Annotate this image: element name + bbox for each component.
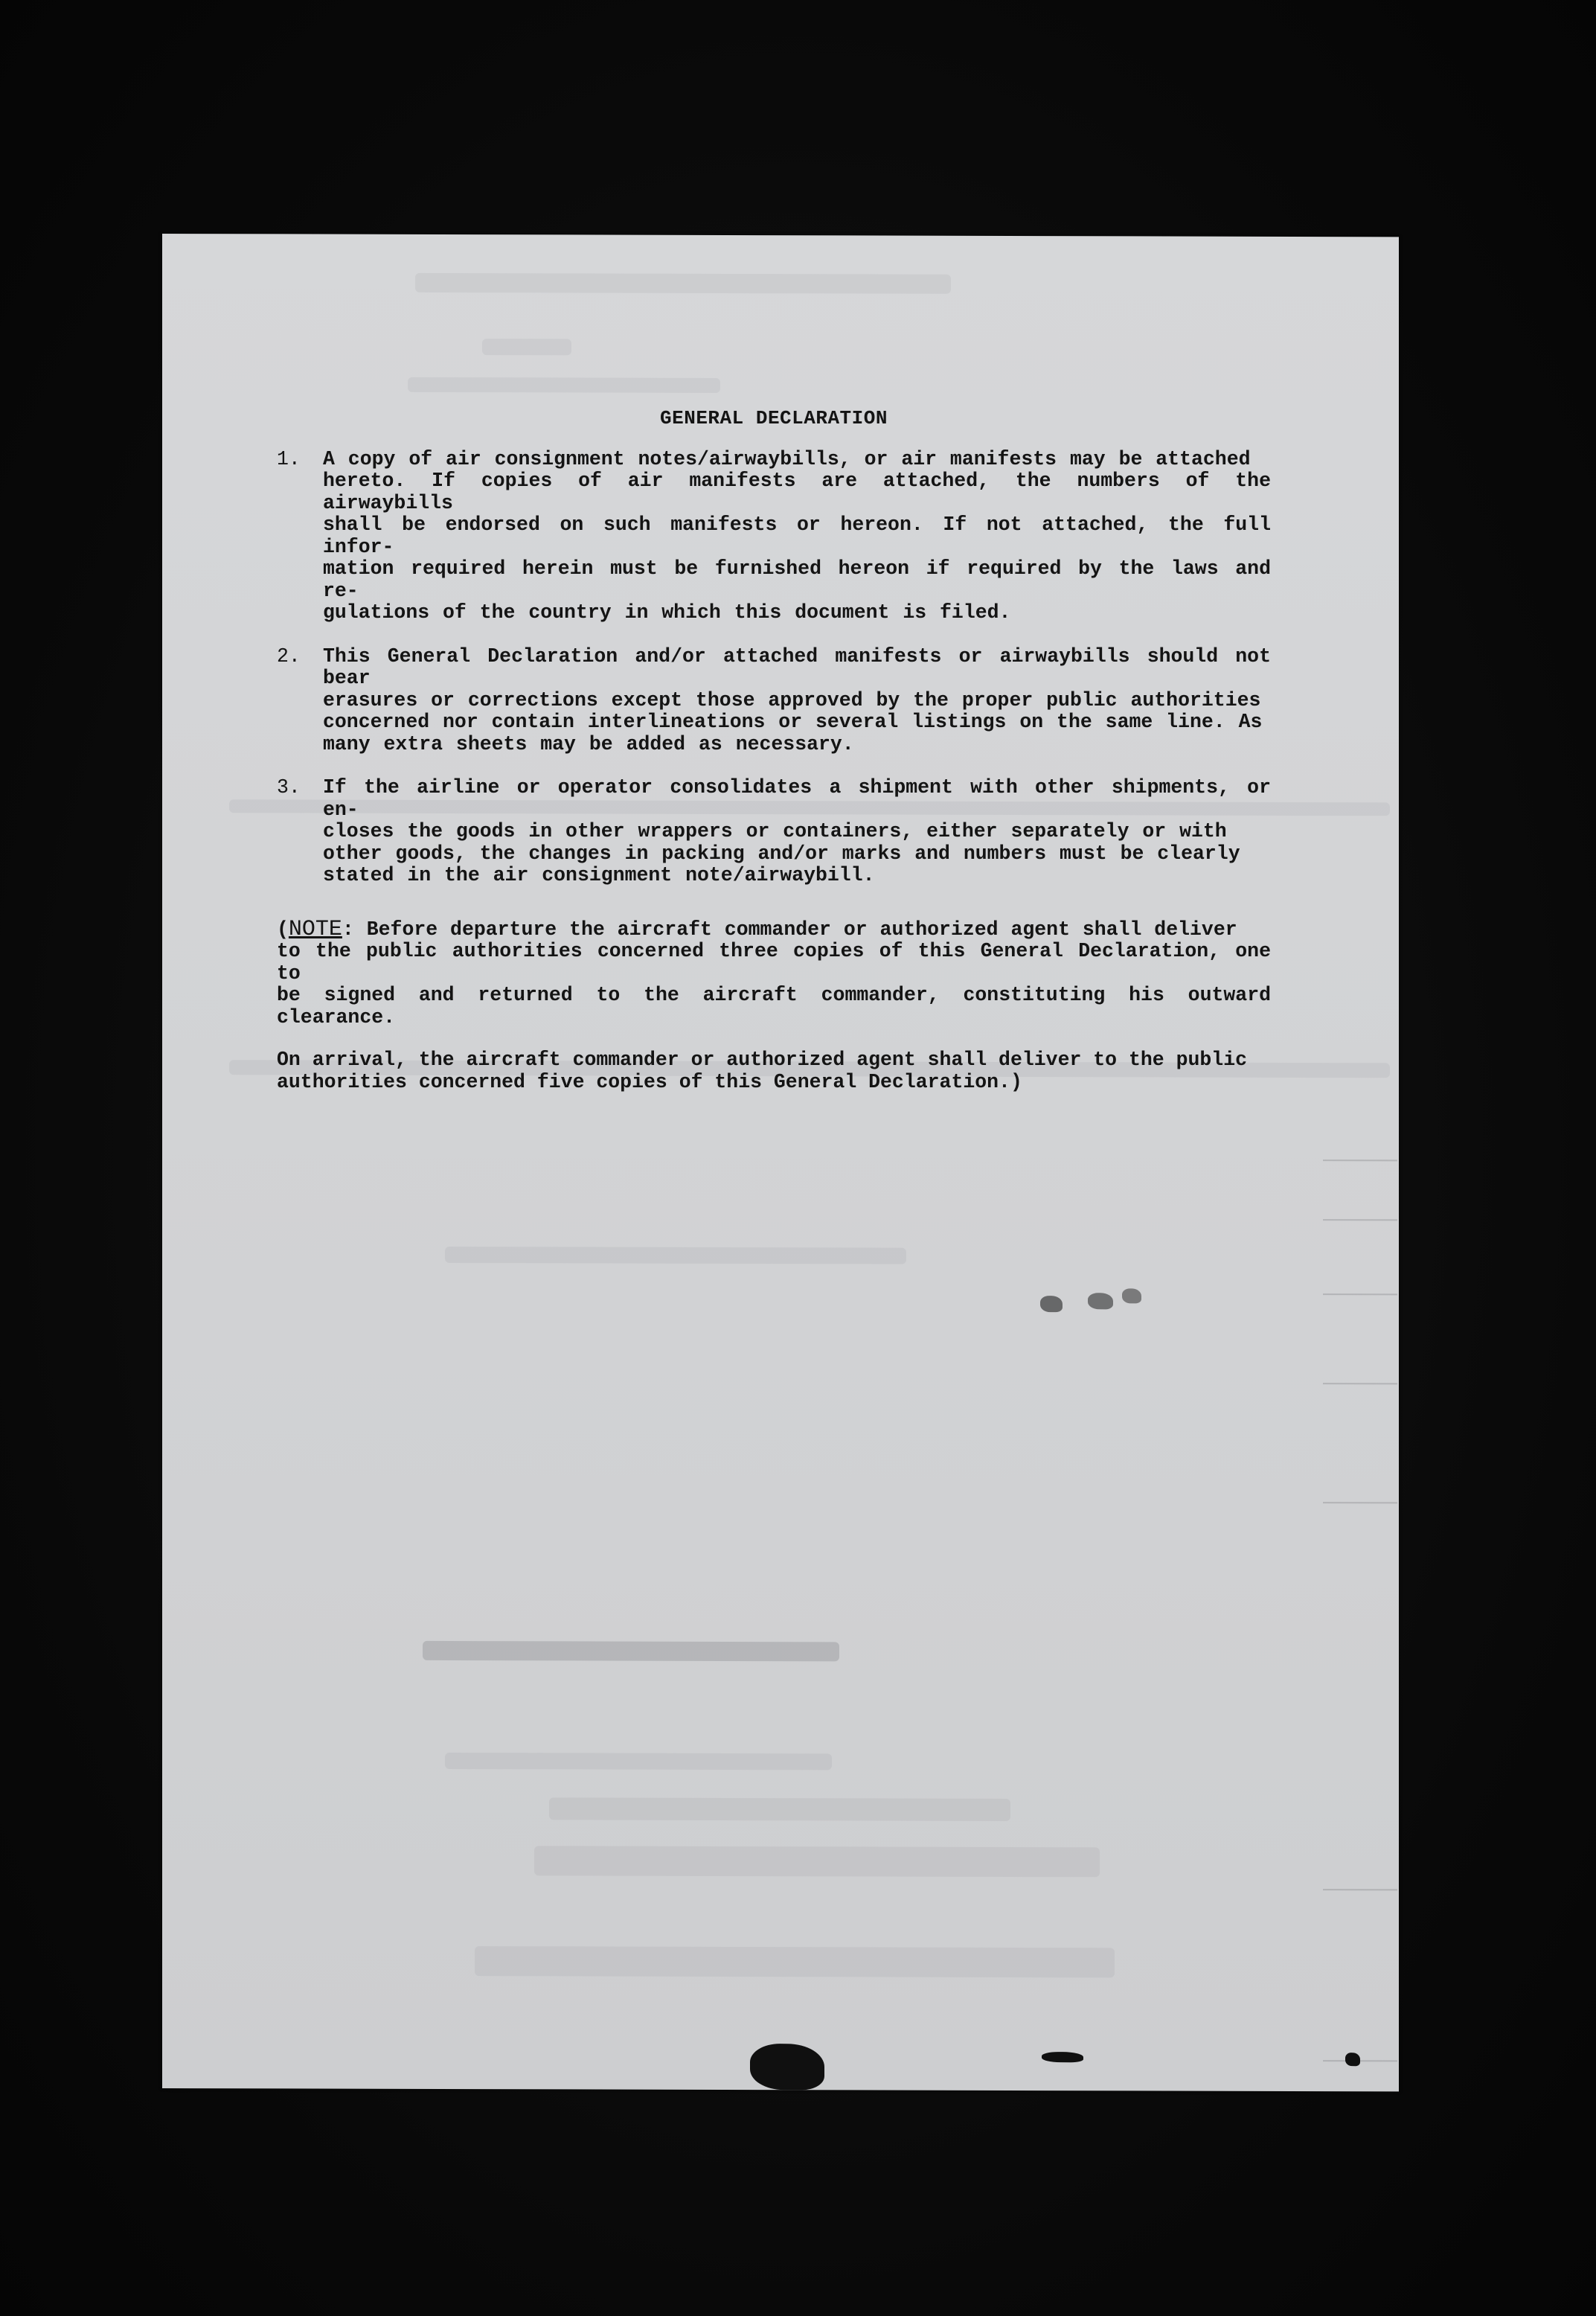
text-line: authorities concerned five copies of this General Declaration.) [277, 1070, 1022, 1093]
ink-smudge [1345, 2053, 1360, 2066]
form-line [1323, 2060, 1397, 2061]
note-label: NOTE [288, 916, 342, 942]
text-line: shall be endorsed on such manifests or hereon. If not attached, the full infor- [323, 514, 1271, 558]
declaration-item-2 [277, 646, 1271, 756]
ink-smudge [1040, 1296, 1063, 1312]
form-line [1323, 1159, 1397, 1161]
note-paren: ( [277, 918, 289, 941]
note-colon: : [342, 918, 354, 941]
document-title: GENERAL DECLARATION [660, 407, 888, 429]
text-line: many extra sheets may be added as necessary. [323, 732, 854, 755]
bleed-through-mark [482, 339, 571, 355]
bleed-through-mark [549, 1797, 1010, 1821]
bleed-through-mark [445, 1753, 832, 1770]
bleed-through-mark [423, 1641, 839, 1661]
text-line: mation required herein must be furnished hereon if required by the laws and re- [323, 557, 1271, 602]
general-declaration-text [277, 408, 1271, 1093]
text-line: concerned nor contain interlineations or several listings on the same line. As [323, 711, 1263, 733]
text-line: A copy of air consignment notes/airwaybills, or air manifests may be attached [323, 447, 1251, 470]
text-line: This General Declaration and/or attached manifests or airwaybills should not bear [323, 644, 1271, 689]
bleed-through-mark [534, 1846, 1100, 1877]
text-line [277, 916, 1271, 942]
item-text [323, 449, 1271, 624]
text-line: to the public authorities concerned three copies of this General Declaration, one to [277, 940, 1271, 985]
text-line: If the airline or operator consolidates a shipment with other shipments, or en- [323, 776, 1271, 821]
form-line [1323, 1383, 1397, 1384]
form-line [1323, 1502, 1397, 1503]
ink-smudge [1122, 1288, 1141, 1303]
departure-note [277, 916, 1271, 1029]
arrival-note [277, 1049, 1271, 1093]
text-line: stated in the air consignment note/airwaybill. [323, 864, 875, 886]
item-text [323, 646, 1271, 756]
text-line: erasures or corrections except those approved by the proper public authorities [323, 688, 1261, 711]
form-line [1323, 1889, 1397, 1890]
declaration-item-3 [277, 777, 1271, 887]
item-number: 2. [277, 644, 301, 668]
torn-edge [750, 2044, 824, 2090]
ink-smudge [1042, 2052, 1083, 2062]
text-line: be signed and returned to the aircraft commander, constituting his outward clearance. [277, 984, 1271, 1029]
item-text [323, 777, 1271, 887]
form-line [1323, 1219, 1397, 1221]
text-line: On arrival, the aircraft commander or authorized agent shall deliver to the public [277, 1049, 1248, 1071]
bleed-through-mark [408, 377, 720, 393]
item-number: 3. [277, 776, 301, 799]
text-line: gulations of the country in which this document is filed. [323, 601, 1011, 624]
note-first-line: Before departure the aircraft commander or authorized agent shall deliver [353, 918, 1237, 941]
text-line: closes the goods in other wrappers or containers, either separately or with [323, 820, 1227, 842]
bleed-through-mark [445, 1247, 906, 1264]
bleed-through-mark [475, 1946, 1115, 1977]
ink-smudge [1088, 1293, 1113, 1309]
form-line [1323, 1293, 1397, 1295]
text-line: other goods, the changes in packing and/or marks and numbers must be clearly [323, 842, 1240, 865]
bleed-through-mark [415, 273, 951, 294]
text-line: hereto. If copies of air manifests are attached, the numbers of the airwaybills [323, 470, 1271, 514]
declaration-item-1 [277, 449, 1271, 624]
item-number: 1. [277, 447, 301, 470]
